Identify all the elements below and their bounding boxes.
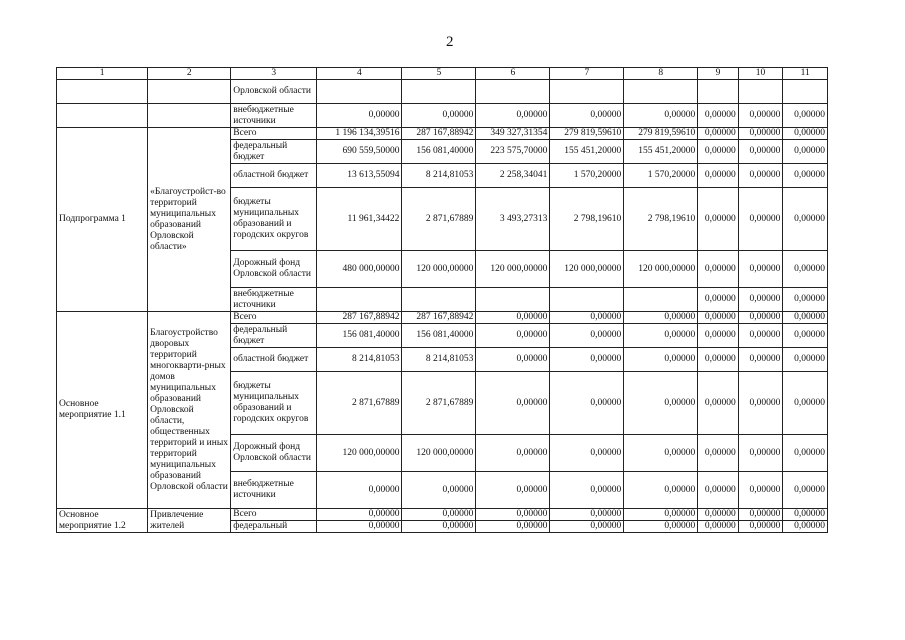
- funding-source-cell: бюджеты муниципальных образований и городских округов: [231, 372, 317, 435]
- value-cell: 2 871,67889: [402, 188, 476, 251]
- funding-source-cell: федеральный бюджет: [231, 140, 317, 164]
- value-cell: 0,00000: [738, 104, 783, 128]
- value-cell: 8 214,81053: [402, 164, 476, 188]
- value-cell: 0,00000: [698, 128, 739, 140]
- column-header: 8: [624, 68, 698, 80]
- value-cell: 1 570,20000: [550, 164, 624, 188]
- value-cell: 0,00000: [550, 521, 624, 533]
- value-cell: 0,00000: [476, 372, 550, 435]
- value-cell: 0,00000: [738, 472, 783, 509]
- program-name-cell: Основное мероприятие 1.2: [57, 509, 148, 533]
- funding-source-cell: Дорожный фонд Орловской области: [231, 435, 317, 472]
- value-cell: 0,00000: [317, 521, 402, 533]
- value-cell: 1 570,20000: [624, 164, 698, 188]
- value-cell: 0,00000: [550, 324, 624, 348]
- program-description-cell: Привлечение жителей: [148, 509, 231, 533]
- program-name-cell: [57, 80, 148, 104]
- program-description-cell: [148, 80, 231, 104]
- value-cell: 0,00000: [550, 472, 624, 509]
- value-cell: 0,00000: [738, 372, 783, 435]
- value-cell: 0,00000: [783, 251, 828, 288]
- value-cell: [317, 288, 402, 312]
- column-header: 5: [402, 68, 476, 80]
- value-cell: 11 961,34422: [317, 188, 402, 251]
- value-cell: [402, 288, 476, 312]
- value-cell: 0,00000: [698, 164, 739, 188]
- value-cell: 0,00000: [550, 509, 624, 521]
- value-cell: 349 327,31354: [476, 128, 550, 140]
- table-row: [57, 104, 828, 128]
- value-cell: 13 613,55094: [317, 164, 402, 188]
- value-cell: 0,00000: [624, 324, 698, 348]
- value-cell: 3 493,27313: [476, 188, 550, 251]
- value-cell: 0,00000: [738, 324, 783, 348]
- value-cell: 120 000,00000: [402, 435, 476, 472]
- program-description-cell: [148, 104, 231, 128]
- value-cell: 0,00000: [317, 472, 402, 509]
- value-cell: 120 000,00000: [402, 251, 476, 288]
- value-cell: 8 214,81053: [402, 348, 476, 372]
- value-cell: 0,00000: [624, 104, 698, 128]
- funding-source-cell: областной бюджет: [231, 164, 317, 188]
- program-name-cell: Основное мероприятие 1.1: [57, 312, 148, 509]
- value-cell: 0,00000: [783, 140, 828, 164]
- value-cell: 0,00000: [738, 509, 783, 521]
- value-cell: 0,00000: [783, 164, 828, 188]
- value-cell: 1 196 134,39516: [317, 128, 402, 140]
- value-cell: 0,00000: [476, 348, 550, 372]
- value-cell: 0,00000: [783, 509, 828, 521]
- funding-source-cell: федеральный бюджет: [231, 324, 317, 348]
- value-cell: 0,00000: [698, 288, 739, 312]
- funding-source-cell: внебюджетные источники: [231, 104, 317, 128]
- value-cell: [550, 288, 624, 312]
- value-cell: 120 000,00000: [624, 251, 698, 288]
- column-header: 4: [317, 68, 402, 80]
- value-cell: 0,00000: [476, 521, 550, 533]
- value-cell: 0,00000: [698, 188, 739, 251]
- value-cell: 0,00000: [402, 521, 476, 533]
- value-cell: 0,00000: [738, 348, 783, 372]
- value-cell: 0,00000: [550, 348, 624, 372]
- value-cell: 0,00000: [738, 164, 783, 188]
- funding-source-cell: областной бюджет: [231, 348, 317, 372]
- value-cell: 0,00000: [317, 509, 402, 521]
- value-cell: 0,00000: [624, 435, 698, 472]
- value-cell: [476, 80, 550, 104]
- funding-source-cell: Дорожный фонд Орловской области: [231, 251, 317, 288]
- value-cell: 0,00000: [698, 521, 739, 533]
- column-header: 2: [148, 68, 231, 80]
- value-cell: 279 819,59610: [550, 128, 624, 140]
- value-cell: 0,00000: [476, 104, 550, 128]
- funding-source-cell: бюджеты муниципальных образований и городских округов: [231, 188, 317, 251]
- funding-source-cell: внебюджетные источники: [231, 288, 317, 312]
- value-cell: 0,00000: [402, 509, 476, 521]
- program-description-cell: «Благоустройст-во территорий муниципальных образований Орловской области»: [148, 128, 231, 312]
- value-cell: 0,00000: [476, 435, 550, 472]
- budget-table: [56, 67, 828, 533]
- table-row: [57, 312, 828, 324]
- value-cell: 223 575,70000: [476, 140, 550, 164]
- value-cell: 0,00000: [738, 312, 783, 324]
- value-cell: 2 258,34041: [476, 164, 550, 188]
- value-cell: 0,00000: [624, 509, 698, 521]
- column-header: 9: [698, 68, 739, 80]
- value-cell: 0,00000: [476, 312, 550, 324]
- value-cell: [738, 80, 783, 104]
- value-cell: 2 871,67889: [402, 372, 476, 435]
- value-cell: 0,00000: [550, 104, 624, 128]
- value-cell: 0,00000: [738, 288, 783, 312]
- value-cell: 0,00000: [624, 312, 698, 324]
- value-cell: 0,00000: [738, 140, 783, 164]
- value-cell: [550, 80, 624, 104]
- value-cell: 287 167,88942: [402, 128, 476, 140]
- value-cell: 279 819,59610: [624, 128, 698, 140]
- value-cell: 0,00000: [738, 128, 783, 140]
- value-cell: [317, 80, 402, 104]
- value-cell: 0,00000: [624, 521, 698, 533]
- value-cell: 0,00000: [738, 435, 783, 472]
- column-header: 11: [783, 68, 828, 80]
- value-cell: [783, 80, 828, 104]
- program-name-cell: Подпрограмма 1: [57, 128, 148, 312]
- funding-source-cell: внебюджетные источники: [231, 472, 317, 509]
- column-header: 1: [57, 68, 148, 80]
- value-cell: 0,00000: [624, 348, 698, 372]
- funding-source-cell: Орловской области: [231, 80, 317, 104]
- value-cell: 0,00000: [550, 372, 624, 435]
- value-cell: 8 214,81053: [317, 348, 402, 372]
- program-name-cell: [57, 104, 148, 128]
- value-cell: 0,00000: [476, 324, 550, 348]
- value-cell: 0,00000: [738, 251, 783, 288]
- value-cell: 0,00000: [738, 188, 783, 251]
- column-header: 10: [738, 68, 783, 80]
- value-cell: 0,00000: [698, 372, 739, 435]
- value-cell: 0,00000: [698, 312, 739, 324]
- funding-source-cell: Всего: [231, 128, 317, 140]
- value-cell: 690 559,50000: [317, 140, 402, 164]
- column-header-row: [57, 68, 828, 80]
- value-cell: 0,00000: [783, 472, 828, 509]
- value-cell: 2 871,67889: [317, 372, 402, 435]
- value-cell: 155 451,20000: [624, 140, 698, 164]
- funding-source-cell: федеральный: [231, 521, 317, 533]
- value-cell: 2 798,19610: [550, 188, 624, 251]
- value-cell: [476, 288, 550, 312]
- value-cell: 120 000,00000: [550, 251, 624, 288]
- value-cell: 0,00000: [476, 472, 550, 509]
- value-cell: 0,00000: [783, 435, 828, 472]
- value-cell: 0,00000: [698, 324, 739, 348]
- funding-source-cell: Всего: [231, 312, 317, 324]
- value-cell: 120 000,00000: [317, 435, 402, 472]
- value-cell: [402, 80, 476, 104]
- value-cell: 0,00000: [698, 435, 739, 472]
- value-cell: 0,00000: [550, 435, 624, 472]
- value-cell: 0,00000: [783, 324, 828, 348]
- value-cell: 0,00000: [698, 509, 739, 521]
- value-cell: 0,00000: [624, 472, 698, 509]
- value-cell: 120 000,00000: [476, 251, 550, 288]
- value-cell: 0,00000: [698, 140, 739, 164]
- value-cell: 0,00000: [698, 472, 739, 509]
- value-cell: 0,00000: [624, 372, 698, 435]
- value-cell: 0,00000: [738, 521, 783, 533]
- value-cell: [624, 288, 698, 312]
- value-cell: 0,00000: [783, 372, 828, 435]
- value-cell: 156 081,40000: [317, 324, 402, 348]
- value-cell: 0,00000: [698, 348, 739, 372]
- value-cell: 0,00000: [476, 509, 550, 521]
- value-cell: 156 081,40000: [402, 324, 476, 348]
- page-number: 2: [446, 34, 454, 50]
- value-cell: 0,00000: [402, 472, 476, 509]
- column-header: 6: [476, 68, 550, 80]
- value-cell: 0,00000: [317, 104, 402, 128]
- value-cell: 2 798,19610: [624, 188, 698, 251]
- value-cell: 0,00000: [783, 128, 828, 140]
- value-cell: 0,00000: [402, 104, 476, 128]
- column-header: 7: [550, 68, 624, 80]
- table-row: [57, 80, 828, 104]
- value-cell: 0,00000: [783, 188, 828, 251]
- value-cell: 155 451,20000: [550, 140, 624, 164]
- value-cell: 0,00000: [783, 521, 828, 533]
- value-cell: 0,00000: [783, 104, 828, 128]
- value-cell: 0,00000: [698, 251, 739, 288]
- value-cell: 0,00000: [783, 312, 828, 324]
- value-cell: 480 000,00000: [317, 251, 402, 288]
- program-description-cell: Благоустройство дворовых территорий многокварти-рных домов муниципальных образований Орловской области, общественных территорий и иных территорий муниципальных образований Орловской области: [148, 312, 231, 509]
- value-cell: 156 081,40000: [402, 140, 476, 164]
- funding-source-cell: Всего: [231, 509, 317, 521]
- value-cell: 0,00000: [783, 348, 828, 372]
- column-header: 3: [231, 68, 317, 80]
- value-cell: 287 167,88942: [317, 312, 402, 324]
- value-cell: 0,00000: [698, 104, 739, 128]
- value-cell: [624, 80, 698, 104]
- value-cell: 0,00000: [550, 312, 624, 324]
- value-cell: 287 167,88942: [402, 312, 476, 324]
- value-cell: 0,00000: [783, 288, 828, 312]
- table-row: [57, 509, 828, 521]
- table-row: [57, 128, 828, 140]
- value-cell: [698, 80, 739, 104]
